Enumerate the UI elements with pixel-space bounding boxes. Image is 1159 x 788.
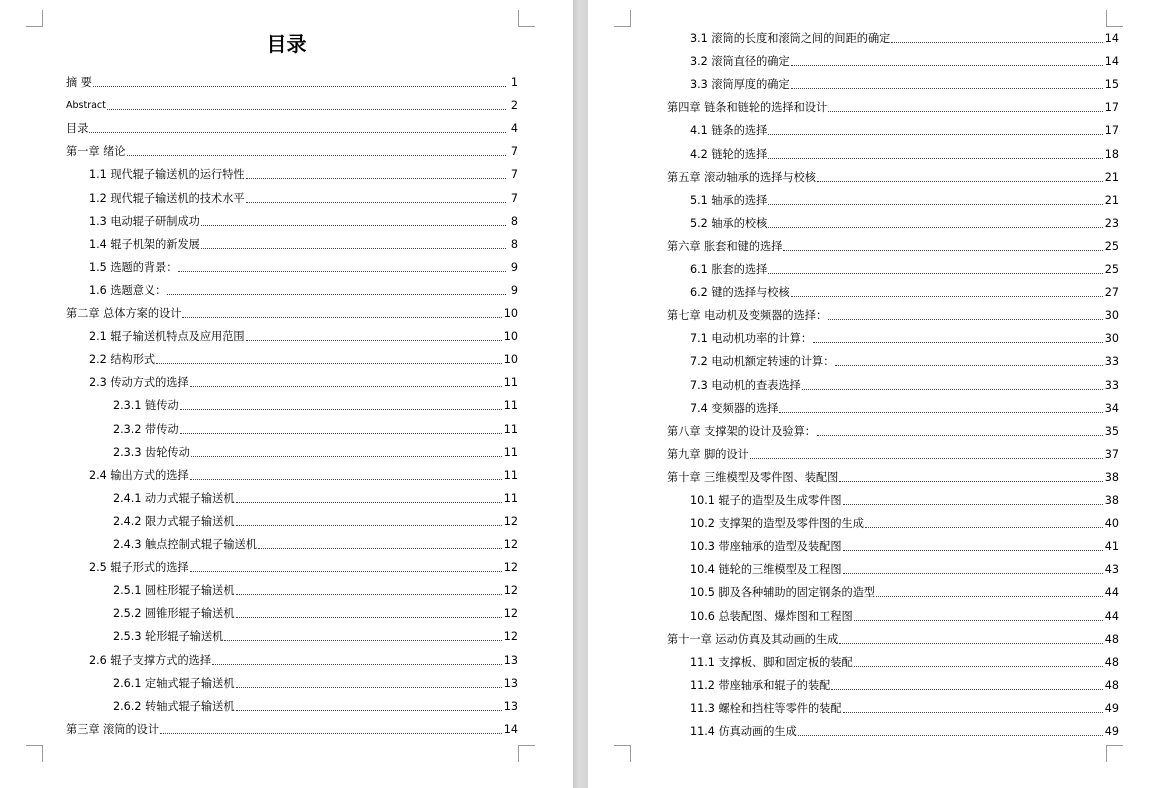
toc-entry-text: 1.2 现代辊子输送机的技术水平	[89, 191, 245, 205]
toc-page-number: 41	[1104, 540, 1119, 554]
toc-entry[interactable]	[667, 700, 1119, 716]
toc-entry[interactable]	[66, 259, 518, 275]
toc-entry[interactable]	[667, 400, 1119, 416]
toc-entry[interactable]	[66, 467, 518, 483]
toc-entry[interactable]	[66, 513, 518, 529]
toc-entry[interactable]	[667, 492, 1119, 508]
toc-entry-text: Abstract	[66, 100, 106, 112]
toc-page-number: 38	[1104, 494, 1119, 507]
toc-dot-leader	[190, 386, 502, 387]
toc-entry[interactable]	[667, 469, 1119, 485]
toc-page-number: 18	[1104, 147, 1119, 161]
toc-dot-leader	[236, 525, 502, 526]
toc-entry-text: 2.6.2 转轴式辊子输送机	[113, 699, 235, 713]
toc-page-number: 12	[503, 514, 518, 528]
toc-page-number: 34	[1104, 401, 1119, 415]
toc-page-number: 7	[510, 168, 518, 182]
toc-page-number: 25	[1104, 263, 1119, 276]
toc-dot-leader	[246, 178, 506, 179]
toc-entry-text: 7.4 变频器的选择	[690, 401, 779, 415]
toc-entry[interactable]	[667, 307, 1119, 323]
toc-page-number: 10	[503, 307, 518, 320]
toc-entry-text: 4.1 链条的选择	[690, 124, 768, 138]
toc-entry-text: 第二章 总体方案的设计	[66, 307, 182, 320]
toc-page-number: 27	[1104, 286, 1119, 300]
toc-entry[interactable]	[667, 284, 1119, 300]
toc-dot-leader	[854, 620, 1103, 621]
toc-entry[interactable]	[667, 561, 1119, 577]
toc-dot-leader	[779, 412, 1102, 413]
toc-dot-leader	[182, 317, 501, 318]
toc-entry-text: 10.5 脚及各种辅助的固定钢条的造型	[690, 586, 876, 600]
toc-entry-text: 2.5 辊子形式的选择	[89, 561, 189, 575]
toc-entry[interactable]	[66, 652, 518, 668]
toc-page-number: 49	[1104, 725, 1119, 738]
toc-entry[interactable]	[667, 146, 1119, 162]
toc-entry-text: 2.3.3 齿轮传动	[113, 445, 190, 459]
toc-page-number: 11	[503, 422, 518, 436]
toc-entry[interactable]	[66, 421, 518, 437]
toc-dot-leader	[93, 86, 506, 87]
toc-entry-text: 10.1 辊子的造型及生成零件图	[690, 494, 842, 507]
toc-entry[interactable]	[66, 143, 518, 159]
toc-page-number: 13	[503, 676, 518, 690]
toc-entry[interactable]	[667, 330, 1119, 346]
toc-page-number: 10	[503, 330, 518, 344]
toc-dot-leader	[891, 42, 1102, 43]
toc-dot-leader	[791, 65, 1103, 66]
toc-entry[interactable]	[667, 99, 1119, 115]
crop-mark-bottom-right	[518, 745, 535, 762]
crop-mark-bottom-left	[26, 745, 43, 762]
toc-entry[interactable]	[667, 261, 1119, 277]
toc-entry-text: 6.1 胀套的选择	[690, 263, 768, 276]
toc-page-number: 12	[503, 607, 518, 621]
toc-page-number: 7	[510, 145, 518, 159]
toc-dot-leader	[236, 502, 502, 503]
toc-dot-leader	[107, 109, 506, 110]
toc-entry[interactable]	[667, 169, 1119, 185]
toc-entry[interactable]	[66, 190, 518, 206]
toc-entry[interactable]	[667, 446, 1119, 462]
toc-page-number: 17	[1104, 101, 1119, 115]
toc-entry-text: 3.3 滚筒厚度的确定	[690, 78, 790, 92]
toc-entry[interactable]	[667, 584, 1119, 600]
toc-entry-text: 第九章 脚的设计	[667, 447, 749, 461]
toc-dot-leader	[768, 158, 1102, 159]
toc-entry[interactable]	[667, 631, 1119, 647]
toc-page-number: 11	[503, 445, 518, 459]
toc-dot-leader	[236, 710, 502, 711]
toc-entry[interactable]	[66, 536, 518, 552]
toc-page-number: 9	[510, 260, 518, 274]
toc-page-number: 30	[1104, 332, 1119, 346]
toc-entry-text: 5.2 轴承的校核	[690, 216, 768, 230]
toc-entry[interactable]	[66, 628, 518, 644]
toc-entry-text: 2.4.2 限力式辊子输送机	[113, 514, 235, 528]
toc-entry-text: 1.1 现代辊子输送机的运行特性	[89, 168, 245, 182]
toc-dot-leader	[802, 389, 1103, 390]
toc-entry-text: 2.3 传动方式的选择	[89, 376, 189, 390]
toc-dot-leader	[750, 458, 1103, 459]
toc-dot-leader	[768, 204, 1102, 205]
toc-entry-text: 4.2 链轮的选择	[690, 147, 768, 161]
toc-dot-leader	[190, 479, 502, 480]
toc-page-number: 11	[503, 468, 518, 482]
toc-entry-text: 11.2 带座轴承和辊子的装配	[690, 678, 831, 692]
toc-entry[interactable]	[66, 675, 518, 691]
toc-entry[interactable]	[667, 515, 1119, 531]
toc-dot-leader	[876, 596, 1103, 597]
toc-entry-text: 第八章 支撑架的设计及验算：	[667, 424, 816, 438]
toc-entry[interactable]	[66, 559, 518, 575]
toc-entry[interactable]	[667, 53, 1119, 69]
toc-dot-leader	[190, 571, 502, 572]
toc-entry[interactable]	[66, 236, 518, 252]
toc-entry-text: 2.5.2 圆锥形辊子输送机	[113, 607, 235, 621]
toc-dot-leader	[843, 504, 1103, 505]
toc-entry-text: 7.2 电动机额定转速的计算：	[690, 355, 835, 369]
toc-dot-leader	[828, 111, 1103, 112]
toc-dot-leader	[178, 271, 506, 272]
toc-page-number: 33	[1104, 355, 1119, 369]
toc-dot-leader	[839, 481, 1102, 482]
crop-mark-bottom-right	[1106, 745, 1123, 762]
toc-entry[interactable]	[66, 97, 518, 113]
toc-entry-text: 10.3 带座轴承的造型及装配图	[690, 540, 842, 554]
toc-entry[interactable]	[66, 166, 518, 182]
toc-entry[interactable]	[66, 444, 518, 460]
toc-entry[interactable]	[66, 282, 518, 298]
toc-entry-text: 10.4 链轮的三维模型及工程图	[690, 563, 842, 577]
toc-entry-text: 2.3.2 带传动	[113, 422, 179, 436]
toc-entry[interactable]	[66, 213, 518, 229]
document-page-right	[588, 0, 1159, 788]
toc-entry[interactable]	[66, 305, 518, 321]
toc-dot-leader	[768, 134, 1102, 135]
toc-page-number: 17	[1104, 124, 1119, 138]
toc-page-number: 13	[503, 699, 518, 713]
toc-page-number: 12	[503, 538, 518, 551]
toc-page-number: 4	[510, 122, 518, 136]
toc-entry-text: 第五章 滚动轴承的选择与校核	[667, 170, 816, 184]
toc-entry[interactable]	[667, 377, 1119, 393]
toc-page-number: 49	[1104, 701, 1119, 715]
toc-entry[interactable]	[667, 353, 1119, 369]
toc-entry-text: 第十一章 运动仿真及其动画的生成	[667, 632, 839, 646]
crop-mark-top-right	[1106, 10, 1123, 27]
toc-entry-text: 2.4.1 动力式辊子输送机	[113, 491, 235, 505]
toc-entry[interactable]	[667, 538, 1119, 554]
toc-dot-leader	[127, 155, 507, 156]
toc-entry-text: 2.6.1 定轴式辊子输送机	[113, 676, 235, 690]
toc-dot-leader	[831, 689, 1102, 690]
toc-dot-leader	[843, 712, 1103, 713]
toc-entry-text: 2.4 输出方式的选择	[89, 468, 189, 482]
toc-entry-text: 11.4 仿真动画的生成	[690, 725, 797, 738]
toc-entry-text: 2.5.3 轮形辊子输送机	[113, 630, 224, 644]
toc-dot-leader	[783, 250, 1102, 251]
toc-page-number: 43	[1104, 563, 1119, 577]
toc-entry-text: 7.3 电动机的查表选择	[690, 378, 801, 392]
toc-entry[interactable]	[667, 423, 1119, 439]
toc-page-number: 35	[1104, 424, 1119, 438]
toc-page-number: 15	[1104, 78, 1119, 92]
toc-entry-text: 2.4.3 触点控制式辊子输送机	[113, 538, 257, 551]
toc-dot-leader	[839, 643, 1102, 644]
crop-mark-top-left	[26, 10, 43, 27]
toc-entry-text: 目录	[66, 122, 89, 136]
toc-dot-leader	[258, 548, 502, 549]
toc-dot-leader	[167, 294, 506, 295]
toc-dot-leader	[180, 433, 502, 434]
toc-page-number: 30	[1104, 309, 1119, 323]
toc-page-number: 1	[510, 76, 518, 89]
toc-entry-text: 7.1 电动机功率的计算：	[690, 332, 813, 346]
toc-entry[interactable]	[66, 374, 518, 390]
toc-page-number: 14	[1104, 55, 1119, 69]
toc-dot-leader	[191, 456, 502, 457]
toc-entry[interactable]	[667, 654, 1119, 670]
toc-dot-leader	[201, 225, 506, 226]
toc-entry-text: 2.2 结构形式	[89, 353, 156, 367]
toc-page-number: 48	[1104, 632, 1119, 646]
toc-page-number: 11	[503, 399, 518, 413]
toc-entry[interactable]	[667, 677, 1119, 693]
toc-dot-leader	[791, 296, 1103, 297]
page-title: 目录	[266, 32, 307, 56]
toc-page-number: 33	[1104, 378, 1119, 392]
toc-page-number: 13	[503, 653, 518, 667]
toc-dot-leader	[828, 319, 1103, 320]
toc-entry-text: 第四章 链条和链轮的选择和设计	[667, 101, 828, 115]
page-gutter	[573, 0, 588, 788]
toc-entry[interactable]	[667, 215, 1119, 231]
toc-dot-leader	[212, 664, 502, 665]
toc-entry[interactable]	[667, 238, 1119, 254]
toc-entry-text: 摘 要	[66, 76, 92, 89]
toc-page-number: 48	[1104, 655, 1119, 669]
toc-entry[interactable]	[66, 351, 518, 367]
toc-entry[interactable]	[66, 721, 518, 737]
toc-entry-text: 3.1 滚筒的长度和滚筒之间的间距的确定	[690, 32, 891, 45]
toc-entry-text: 5.1 轴承的选择	[690, 193, 768, 207]
toc-dot-leader	[817, 435, 1103, 436]
toc-entry-text: 1.3 电动辊子研制成功	[89, 214, 200, 228]
toc-dot-leader	[89, 132, 506, 133]
toc-entry-text: 第十章 三维模型及零件图、装配图	[667, 470, 839, 484]
toc-dot-leader	[843, 550, 1103, 551]
crop-mark-top-left	[614, 10, 631, 27]
toc-entry-text: 第三章 滚筒的设计	[66, 722, 160, 736]
toc-entry-text: 2.1 辊子输送机特点及应用范围	[89, 330, 245, 344]
toc-page-number: 11	[503, 491, 518, 505]
toc-entry-text: 第七章 电动机及变频器的选择：	[667, 309, 828, 323]
toc-entry-text: 6.2 键的选择与校核	[690, 286, 790, 300]
toc-page-number: 10	[503, 353, 518, 367]
document-page-left	[0, 0, 573, 788]
toc-entry-text: 2.5.1 圆柱形辊子输送机	[113, 584, 235, 598]
toc-entry[interactable]	[66, 582, 518, 598]
toc-entry[interactable]	[66, 397, 518, 413]
toc-entry[interactable]	[66, 490, 518, 506]
toc-entry-text: 2.3.1 链传动	[113, 399, 179, 413]
toc-page-number: 44	[1104, 609, 1119, 623]
toc-entry-text: 1.4 辊子机架的新发展	[89, 237, 200, 251]
toc-page-number: 2	[510, 99, 518, 113]
toc-page-number: 21	[1104, 170, 1119, 184]
toc-dot-leader	[791, 88, 1103, 89]
toc-entry-text: 第六章 胀套和键的选择	[667, 239, 783, 253]
toc-entry[interactable]	[66, 328, 518, 344]
toc-page-number: 37	[1104, 447, 1119, 461]
toc-dot-leader	[156, 363, 502, 364]
toc-page-number: 12	[503, 561, 518, 575]
toc-entry-text: 11.1 支撑板、脚和固定板的装配	[690, 655, 853, 669]
toc-entry[interactable]	[667, 30, 1119, 46]
toc-entry[interactable]	[667, 608, 1119, 624]
toc-page-number: 23	[1104, 216, 1119, 230]
toc-dot-leader	[768, 273, 1102, 274]
toc-page-number: 40	[1104, 517, 1119, 531]
toc-entry[interactable]	[667, 122, 1119, 138]
toc-dot-leader	[843, 573, 1103, 574]
toc-dot-leader	[865, 527, 1103, 528]
toc-page-number: 11	[503, 376, 518, 390]
toc-entry-text: 1.6 选题意义：	[89, 283, 167, 297]
toc-page-number: 14	[503, 722, 518, 736]
toc-entry[interactable]	[66, 120, 518, 136]
toc-dot-leader	[246, 202, 506, 203]
toc-dot-leader	[224, 640, 501, 641]
toc-entry-text: 3.2 滚筒直径的确定	[690, 55, 790, 69]
toc-dot-leader	[798, 735, 1103, 736]
toc-entry-text: 11.3 螺栓和挡柱等零件的装配	[690, 701, 842, 715]
toc-page-number: 8	[510, 237, 518, 251]
crop-mark-bottom-left	[614, 745, 631, 762]
toc-entry-text: 第一章 绪论	[66, 145, 126, 159]
toc-page-number: 8	[510, 214, 518, 228]
toc-entry-text: 2.6 辊子支撑方式的选择	[89, 653, 212, 667]
toc-page-number: 9	[510, 283, 518, 297]
toc-dot-leader	[854, 666, 1103, 667]
toc-entry[interactable]	[667, 192, 1119, 208]
toc-entry[interactable]	[66, 605, 518, 621]
toc-page-number: 12	[503, 584, 518, 598]
toc-page-number: 25	[1104, 239, 1119, 253]
toc-page-number: 7	[510, 191, 518, 205]
toc-dot-leader	[236, 594, 502, 595]
toc-entry-text: 10.2 支撑架的造型及零件图的生成	[690, 517, 864, 531]
toc-entry[interactable]	[667, 723, 1119, 739]
crop-mark-top-right	[518, 10, 535, 27]
toc-dot-leader	[817, 181, 1103, 182]
toc-dot-leader	[246, 340, 502, 341]
toc-entry-text: 10.6 总装配图、爆炸图和工程图	[690, 609, 853, 623]
toc-entry[interactable]	[667, 76, 1119, 92]
toc-page-number: 21	[1104, 193, 1119, 207]
toc-page-number: 48	[1104, 678, 1119, 692]
toc-entry[interactable]	[66, 698, 518, 714]
toc-dot-leader	[160, 733, 502, 734]
toc-entry[interactable]	[66, 74, 518, 90]
toc-dot-leader	[236, 617, 502, 618]
toc-entry-text: 1.5 选题的背景：	[89, 260, 178, 274]
toc-page-number: 12	[503, 630, 518, 644]
toc-dot-leader	[236, 687, 502, 688]
toc-page-number: 14	[1104, 32, 1119, 45]
toc-dot-leader	[201, 248, 506, 249]
toc-dot-leader	[768, 227, 1102, 228]
toc-dot-leader	[813, 342, 1103, 343]
toc-page-number: 44	[1104, 586, 1119, 600]
toc-dot-leader	[180, 409, 502, 410]
toc-dot-leader	[835, 365, 1102, 366]
toc-page-number: 38	[1104, 470, 1119, 484]
